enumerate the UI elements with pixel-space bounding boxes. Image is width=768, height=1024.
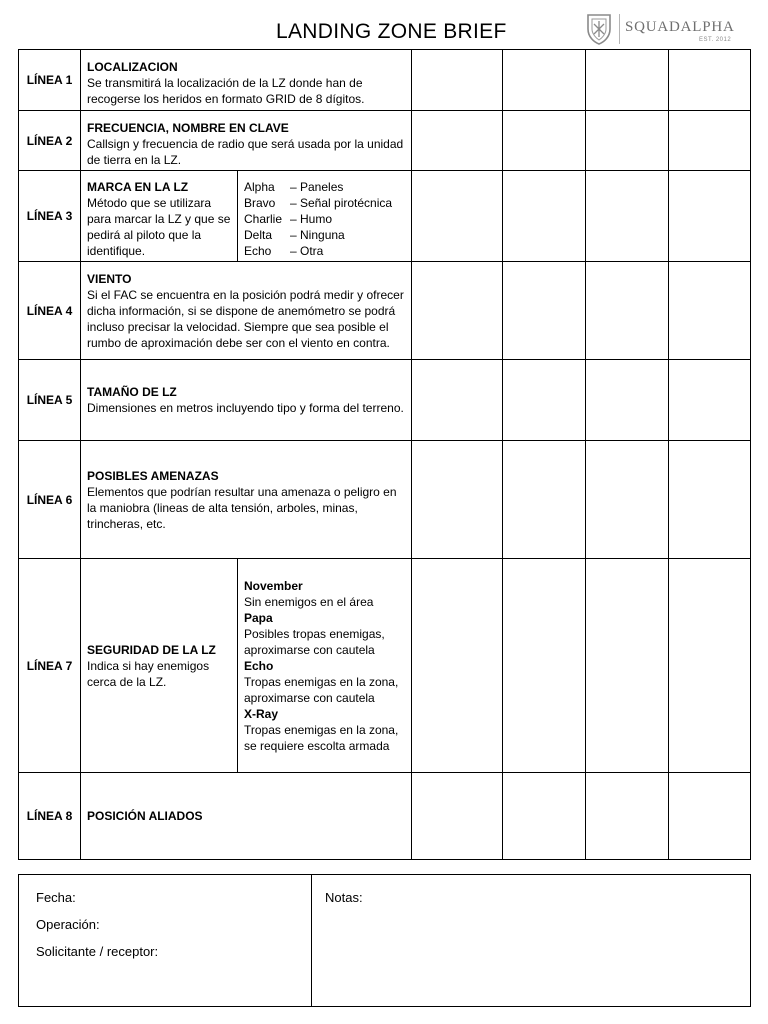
code-row: Echo – Otra	[244, 243, 324, 258]
line-title: LOCALIZACION	[87, 59, 178, 74]
line-title: FRECUENCIA, NOMBRE EN CLAVE	[87, 120, 289, 135]
entry-cell[interactable]	[586, 441, 669, 559]
page-title: LANDING ZONE BRIEF	[276, 20, 507, 43]
line-text: Si el FAC se encuentra en la posición podrá medir y ofrecer dicha información, si se dispone de anemómetro se podrá incluso precisar la velocidad. Siempre que sea posible el rumbo de aproximación debe ser con el viento en contra.	[87, 287, 404, 350]
line-text: Método que se utilizara para marcar la LZ y que se pedirá al piloto que la identifique.	[87, 195, 231, 258]
line-label: LÍNEA 2	[19, 111, 81, 171]
line-description	[81, 111, 412, 171]
code-row: Charlie – Humo	[244, 211, 333, 226]
entry-cell[interactable]	[503, 171, 586, 262]
entry-cell[interactable]	[412, 360, 503, 441]
line-label: LÍNEA 8	[19, 773, 81, 860]
entry-cell[interactable]	[669, 50, 751, 111]
line-text: Indica si hay enemigos cerca de la LZ.	[87, 658, 210, 689]
line-title: VIENTO	[87, 271, 132, 286]
marking-codes	[238, 171, 412, 262]
entry-cell[interactable]	[503, 559, 586, 773]
logo-est: EST. 2012	[699, 37, 732, 43]
entry-cell[interactable]	[503, 773, 586, 860]
line-label: LÍNEA 3	[19, 171, 81, 262]
entry-cell[interactable]	[669, 441, 751, 559]
fecha-label: Fecha:	[36, 890, 76, 905]
entry-cell[interactable]	[412, 262, 503, 360]
entry-cell[interactable]	[586, 360, 669, 441]
table-row	[19, 262, 751, 360]
security-codes: November Sin enemigos en el área Papa Posibles tropas enemigas, aproximarse con cautela Echo Tropas enemigas en la zona, aproximarse con cautela X-Ray Tropas enemigas en la zona, se requiere escolta armada	[238, 559, 412, 773]
line-text: Elementos que podrían resultar una amenaza o peligro en la maniobra (lineas de alta tensión, arboles, minas, trincheras, etc.	[87, 484, 397, 531]
line-label: LÍNEA 7	[19, 559, 81, 773]
logo-text: SQUADALPHA	[625, 19, 735, 35]
table-row	[19, 50, 751, 111]
line-text: Dimensiones en metros incluyendo tipo y forma del terreno.	[87, 401, 404, 415]
entry-cell[interactable]	[503, 111, 586, 171]
line-title: POSIBLES AMENAZAS	[87, 468, 219, 483]
brief-table	[18, 49, 751, 860]
squadalpha-logo	[585, 12, 745, 48]
logo-divider	[619, 14, 620, 44]
entry-cell[interactable]	[412, 111, 503, 171]
code-row: Bravo – Señal pirotécnica	[244, 195, 393, 210]
entry-cell[interactable]	[669, 559, 751, 773]
entry-cell[interactable]	[586, 559, 669, 773]
line-description	[81, 171, 238, 262]
line-description	[81, 50, 412, 111]
notas-label: Notas:	[325, 890, 363, 905]
line-description	[81, 773, 412, 860]
page-header	[0, 0, 768, 50]
table-row	[19, 559, 751, 773]
entry-cell[interactable]	[412, 559, 503, 773]
entry-cell[interactable]	[669, 171, 751, 262]
entry-cell[interactable]	[412, 441, 503, 559]
footer-box	[18, 874, 751, 1007]
entry-cell[interactable]	[503, 441, 586, 559]
entry-cell[interactable]	[503, 262, 586, 360]
line-description	[81, 559, 238, 773]
entry-cell[interactable]	[503, 50, 586, 111]
table-row	[19, 773, 751, 860]
line-title: MARCA EN LA LZ	[87, 179, 189, 194]
solicitante-label: Solicitante / receptor:	[36, 944, 159, 959]
line-description	[81, 360, 412, 441]
table-row	[19, 111, 751, 171]
line-description	[81, 262, 412, 360]
line-label: LÍNEA 4	[19, 262, 81, 360]
line-text: Callsign y frecuencia de radio que será usada por la unidad de tierra en la LZ.	[87, 136, 404, 167]
operacion-label: Operación:	[36, 917, 100, 932]
code-row: Delta – Ninguna	[244, 227, 345, 242]
footer-details[interactable]	[19, 875, 312, 1006]
table-row	[19, 441, 751, 559]
line-title: TAMAÑO DE LZ	[87, 385, 177, 399]
entry-cell[interactable]	[669, 773, 751, 860]
table-row	[19, 360, 751, 441]
line-title: POSICIÓN ALIADOS	[87, 809, 203, 823]
table-row	[19, 171, 751, 262]
line-label: LÍNEA 5	[19, 360, 81, 441]
entry-cell[interactable]	[412, 50, 503, 111]
entry-cell[interactable]	[669, 262, 751, 360]
entry-cell[interactable]	[586, 262, 669, 360]
shield-logo-icon	[585, 12, 613, 46]
entry-cell[interactable]	[412, 171, 503, 262]
entry-cell[interactable]	[669, 360, 751, 441]
line-label: LÍNEA 6	[19, 441, 81, 559]
entry-cell[interactable]	[586, 171, 669, 262]
entry-cell[interactable]	[503, 360, 586, 441]
line-description	[81, 441, 412, 559]
line-title: SEGURIDAD DE LA LZ	[87, 642, 216, 657]
entry-cell[interactable]	[669, 111, 751, 171]
line-text: Se transmitirá la localización de la LZ donde han de recogerse los heridos en formato GRID de 8 dígitos.	[87, 75, 365, 106]
entry-cell[interactable]	[586, 111, 669, 171]
line-label: LÍNEA 1	[19, 50, 81, 111]
entry-cell[interactable]	[586, 50, 669, 111]
code-row: Alpha – Paneles	[244, 179, 344, 194]
entry-cell[interactable]	[586, 773, 669, 860]
entry-cell[interactable]	[412, 773, 503, 860]
